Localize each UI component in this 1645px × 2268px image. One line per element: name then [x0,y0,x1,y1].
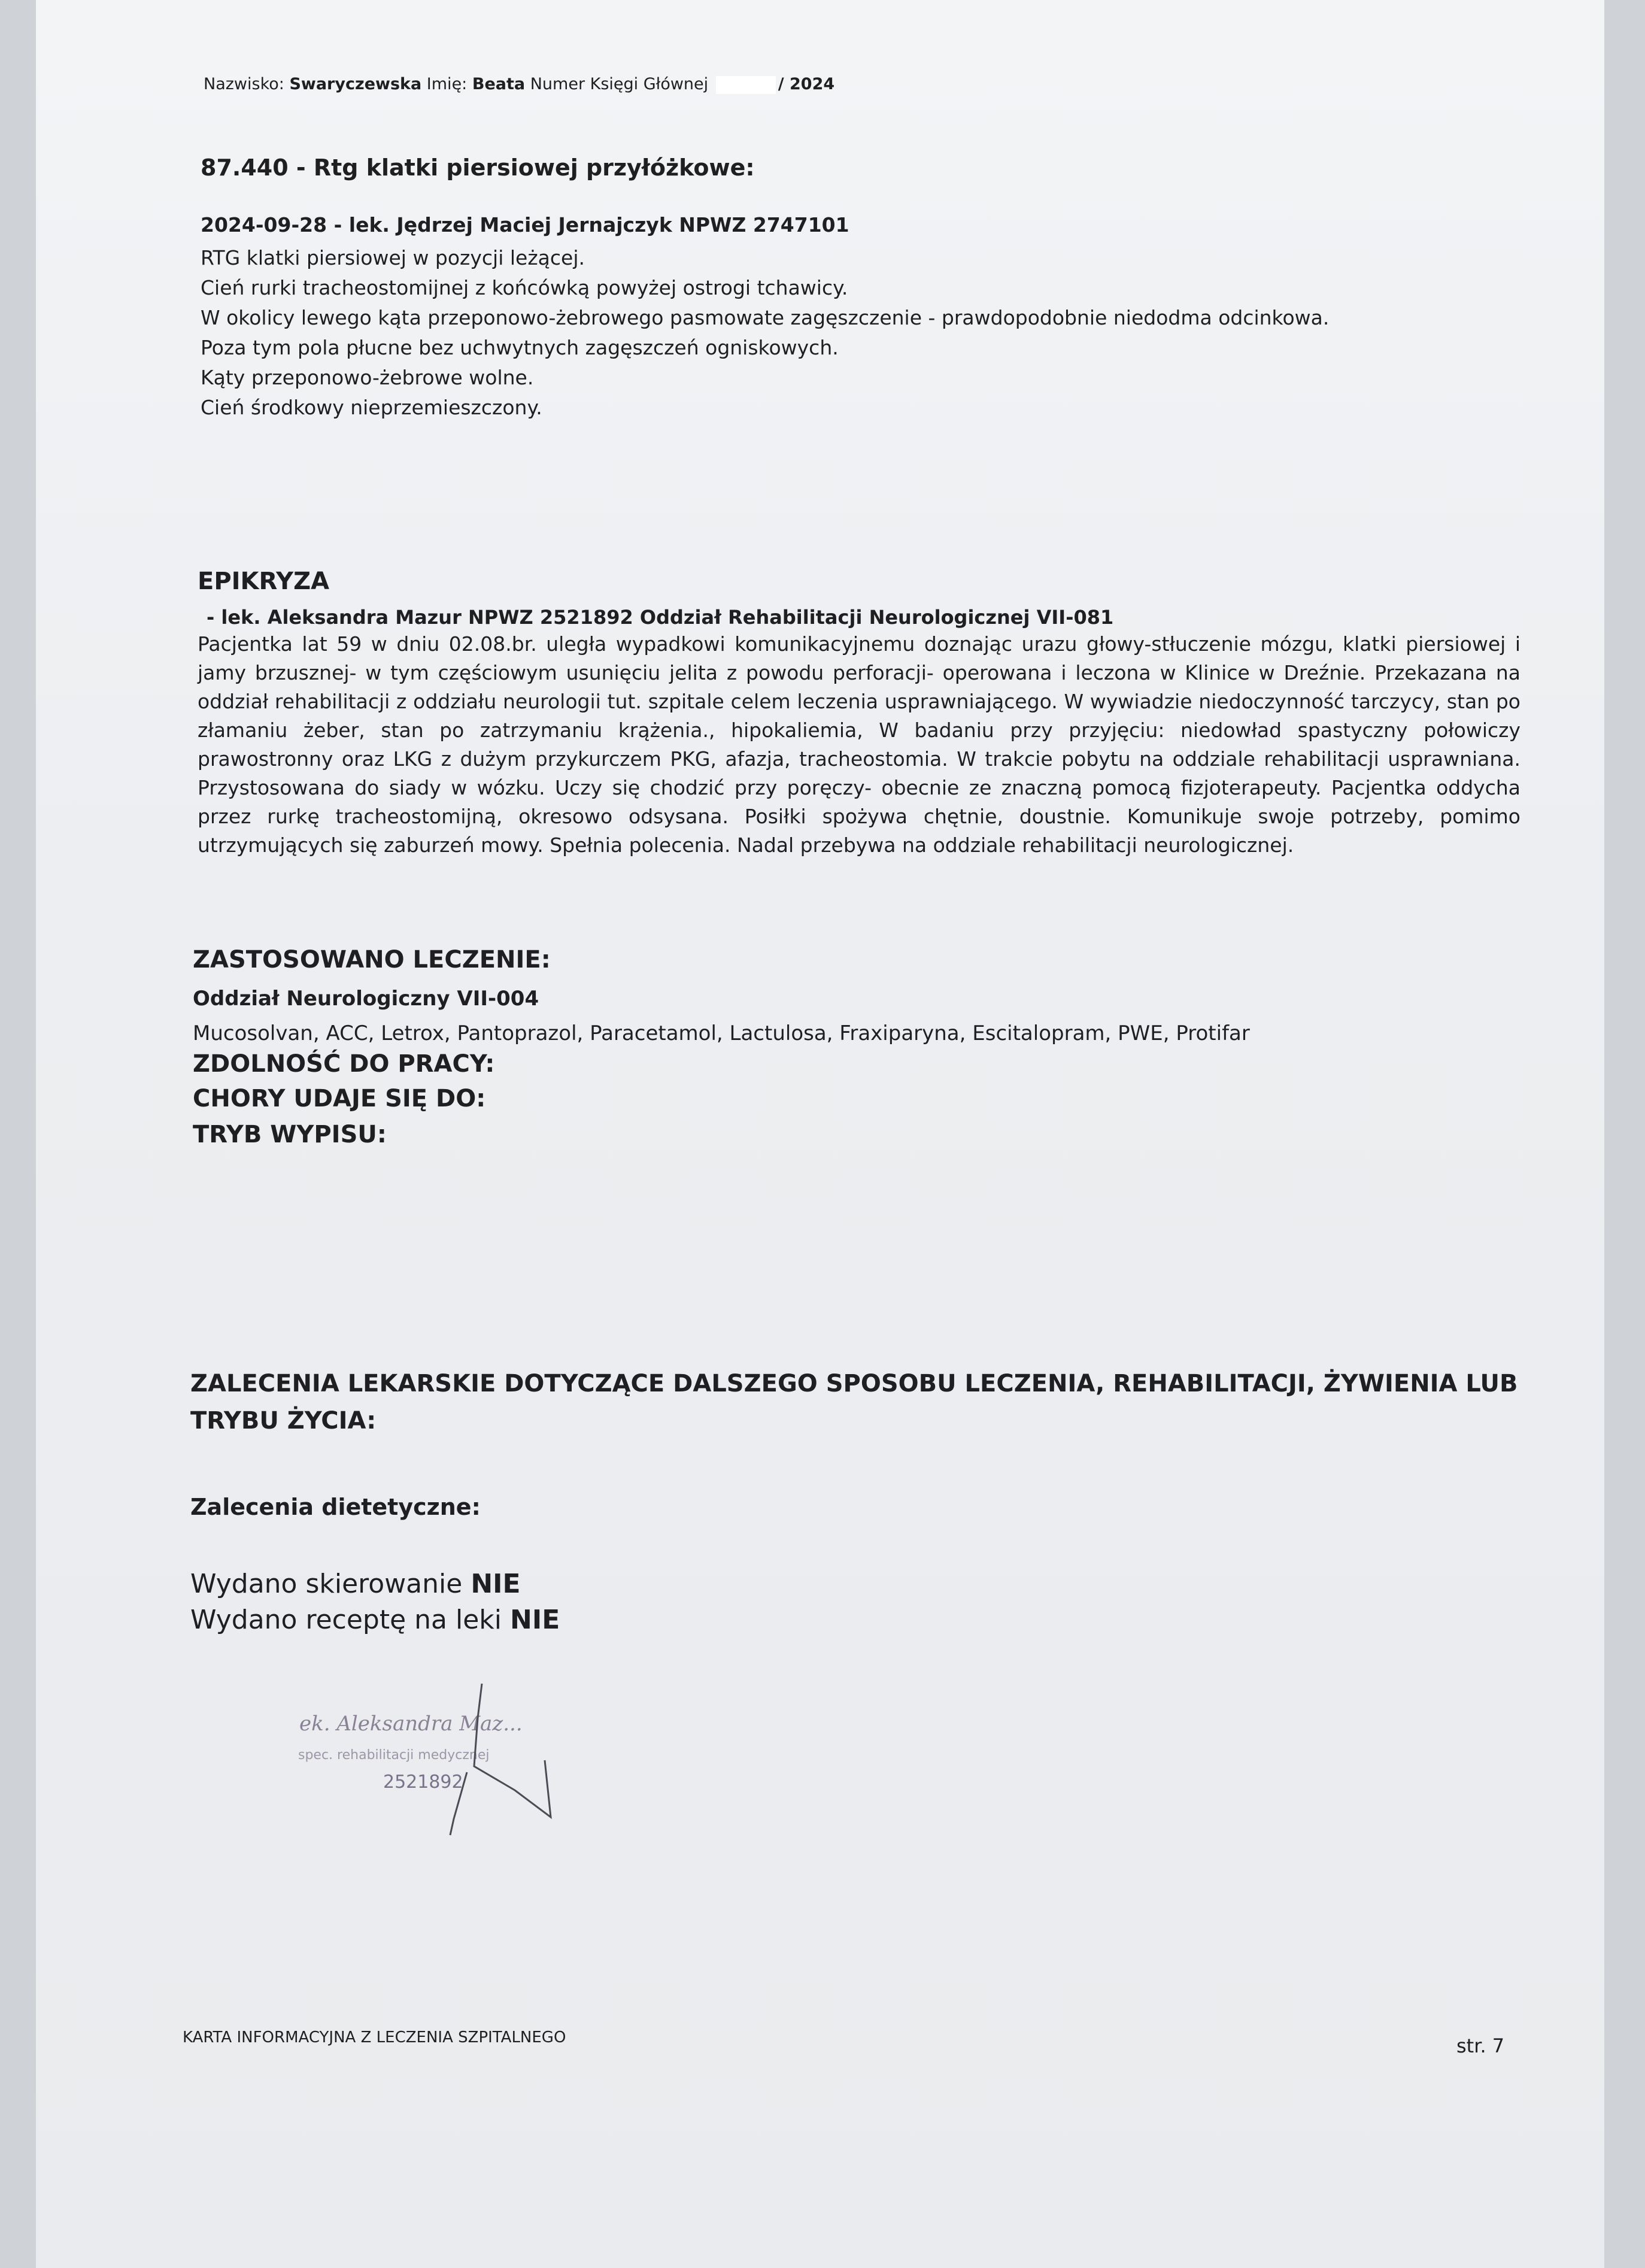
surname-label: Nazwisko: [204,75,284,93]
epikryza-doctor: - lek. Aleksandra Mazur NPWZ 2521892 Oddział Rehabilitacji Neurologicznej VII-081 [207,606,1114,629]
book-number-suffix: / 2024 [778,75,835,93]
epikryza-text: Pacjentka lat 59 w dniu 02.08.br. uległa wypadkowi komunikacyjnemu doznając urazu głowy-stłuczenie mózgu, klatki piersiowej i jamy brzusznej- w tym częściowym usunięciu jelita z powodu perforacji- operowana i leczona w Klinice w Dreźnie. Przekazana na oddział rehabilitacji z oddziału neurologii tut. szpitale celem leczenia usprawniającego. W wywiadzie niedoczynność tarczycy, stan po złamaniu żeber, stan po zatrzymaniu krążenia., hipokaliemia, W badaniu przy przyjęciu: niedowład spastyczny połowiczy prawostronny oraz LKG z dużym przykurczem PKG, afazja, tracheostomia. W trakcie pobytu na oddziale rehabilitacji usprawniana. Przystosowana do siady w wózku. Uczy się chodzić przy poręczy- obecnie ze znaczną pomocą fizjoterapeuty. Pacjentka oddycha przez rurkę tracheostomijną, okresowo odsysana. Posiłki spożywa chętnie, doustnie. Komunikuje swoje potrzeby, pomimo utrzymujących się zaburzeń mowy. Spełnia polecenia. Nadal przebywa na oddziale rehabilitacji neurologicznej. [198,632,1520,857]
rtg-line: Cień środkowy nieprzemieszczony. [201,396,542,419]
stamp-name: ek. Aleksandra Maz... [299,1712,523,1736]
doctor-stamp [287,1682,599,1844]
rtg-doctor-line: 2024-09-28 - lek. Jędrzej Maciej Jernajczyk NPWZ 2747101 [201,213,849,236]
book-number-label: Numer Księgi Głównej [530,75,709,93]
page-number: str. 7 [1456,2034,1505,2057]
treatment-ward: Oddział Neurologiczny VII-004 [193,987,539,1011]
rtg-line: Cień rurki tracheostomijnej z końcówką powyżej ostrogi tchawicy. [201,276,848,299]
epikryza-title: EPIKRYZA [198,568,330,595]
rtg-line: Poza tym pola płucne bez uchwytnych zagęszczeń ogniskowych. [201,336,839,359]
referral-label: Wydano skierowanie [190,1569,463,1599]
rtg-line: RTG klatki piersiowej w pozycji leżącej. [201,246,585,269]
prescription-label: Wydano receptę na leki [190,1605,502,1635]
name-label: Imię: [426,75,468,93]
footer-document-title: KARTA INFORMACYJNA Z LECZENIA SZPITALNEGO [183,2029,566,2046]
prescription-issued [190,1605,560,1635]
treatment-drugs: Mucosolvan, ACC, Letrox, Pantoprazol, Paracetamol, Lactulosa, Fraxiparyna, Escitalopram, PWE, Protifar [193,1021,1250,1045]
referral-value: NIE [471,1569,521,1599]
recommendations-title: ZALECENIA LEKARSKIE DOTYCZĄCE DALSZEGO SPOSOBU LECZENIA, REHABILITACJI, ŻYWIENIA LUB TRYBU ŻYCIA: [190,1370,1518,1435]
diet-recommendations: Zalecenia dietetyczne: [190,1494,481,1520]
redaction-box [716,76,776,94]
stamp-specialty: spec. rehabilitacji medycznej [298,1748,490,1763]
rtg-description [201,225,1329,423]
stamp-number: 2521892 [383,1772,463,1793]
treatment-title: ZASTOSOWANO LECZENIE: [193,946,551,974]
rtg-line: W okolicy lewego kąta przeponowo-żebrowego pasmowate zagęszczenie - prawdopodobnie niedodma odcinkowa. [201,306,1330,329]
discharge-mode-heading: TRYB WYPISU: [193,1121,387,1148]
rtg-line: Kąty przeponowo-żebrowe wolne. [201,366,534,389]
patient-destination-heading: CHORY UDAJE SIĘ DO: [193,1085,486,1112]
work-capacity-heading: ZDOLNOŚĆ DO PRACY: [193,1050,495,1078]
name-value: Beata [472,75,526,93]
patient-header [204,75,834,94]
document-page [36,0,1604,2268]
surname-value: Swaryczewska [289,75,422,93]
prescription-value: NIE [510,1605,560,1635]
rtg-title: 87.440 - Rtg klatki piersiowej przyłóżkowe: [201,154,755,181]
referral-issued [190,1569,521,1599]
